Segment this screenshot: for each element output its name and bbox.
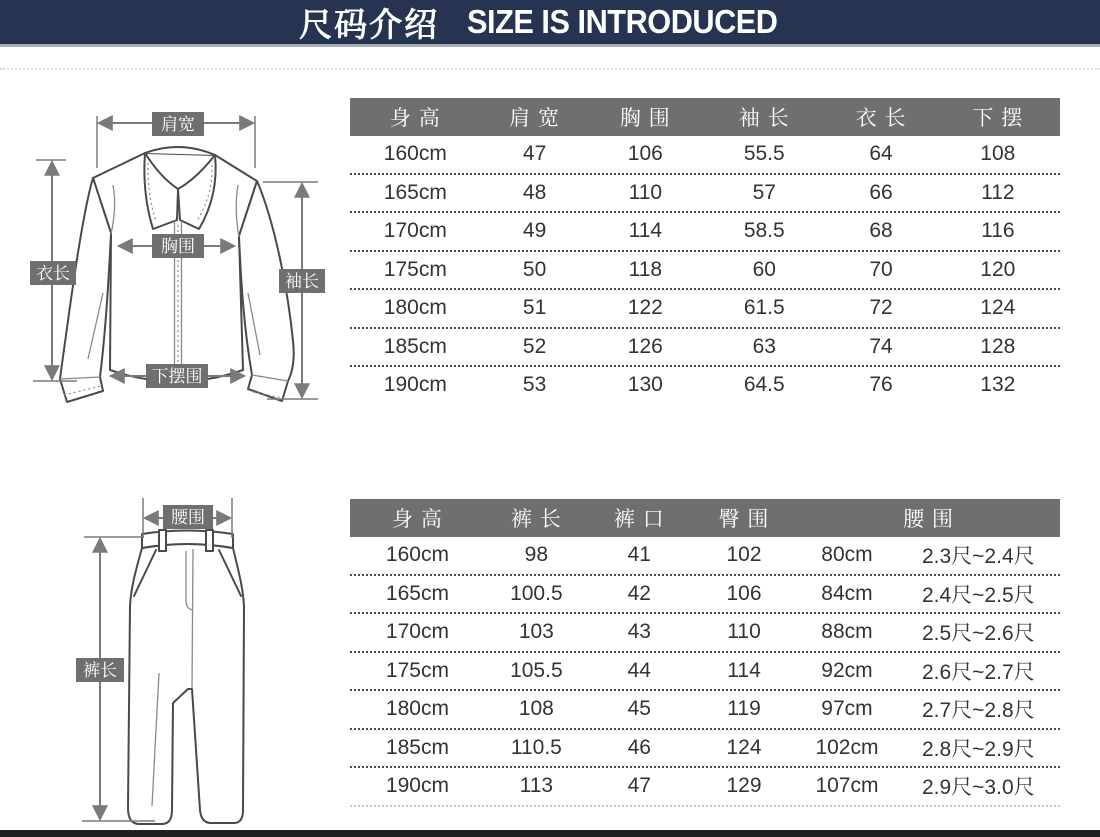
table-cell: 185cm	[385, 735, 449, 759]
banner-title-zh: 尺码介绍	[299, 5, 440, 43]
table-row	[350, 653, 1060, 692]
table-cell: 70	[869, 257, 893, 281]
table-cell: 72	[869, 296, 893, 320]
table-header-row	[350, 499, 1060, 537]
table-cell: 118	[628, 257, 663, 281]
table-cell: 170cm	[383, 219, 447, 243]
table-cell: 76	[869, 373, 893, 397]
table-cell: 44	[627, 658, 651, 682]
table-cell: 105.5	[510, 658, 563, 682]
table-cell: 50	[522, 257, 547, 281]
column-header: 下 摆	[972, 107, 1024, 130]
table-cell: 113	[519, 774, 554, 798]
belt-loop	[206, 530, 213, 551]
table-row	[350, 329, 1060, 368]
table-cell: 88cm	[821, 620, 873, 644]
table-cell: 80cm	[821, 543, 873, 567]
column-header: 裤 口	[613, 508, 665, 531]
pants-size-table	[350, 499, 1060, 807]
table-cell: 49	[522, 219, 547, 243]
table-cell: 112	[981, 180, 1015, 204]
table-cell: 124	[726, 735, 762, 759]
table-cell: 190cm	[383, 373, 447, 397]
column-header: 胸 围	[619, 107, 671, 130]
table-cell: 63	[752, 334, 776, 358]
table-cell: 2.9尺~3.0尺	[921, 776, 1035, 800]
table-row	[350, 730, 1060, 769]
table-cell: 2.3尺~2.4尺	[921, 545, 1035, 569]
table-row	[350, 213, 1060, 252]
table-cell: 2.4尺~2.5尺	[921, 583, 1035, 607]
table-cell: 52	[522, 334, 547, 358]
table-cell: 130	[627, 373, 663, 397]
table-row	[350, 537, 1060, 576]
table-cell: 97cm	[821, 697, 873, 721]
table-cell: 66	[869, 180, 893, 204]
table-cell: 160cm	[383, 142, 447, 166]
table-row	[350, 175, 1060, 214]
table-row	[350, 136, 1060, 175]
column-header: 身 高	[389, 107, 441, 130]
column-header: 衣 长	[855, 107, 907, 130]
table-cell: 2.8尺~2.9尺	[921, 737, 1035, 761]
table-cell: 47	[627, 774, 651, 798]
table-cell: 98	[524, 543, 549, 567]
table-row	[350, 252, 1060, 291]
table-cell: 2.7尺~2.8尺	[921, 699, 1035, 723]
table-cell: 57	[752, 180, 776, 204]
column-header: 臀 围	[718, 508, 770, 531]
table-cell: 160cm	[385, 543, 449, 567]
table-cell: 110	[628, 180, 663, 204]
table-cell: 46	[627, 735, 651, 759]
table-cell: 175cm	[383, 257, 447, 281]
table-cell: 2.6尺~2.7尺	[921, 660, 1035, 684]
table-cell: 102cm	[815, 735, 879, 759]
table-cell: 55.5	[743, 142, 785, 166]
table-cell: 61.5	[743, 296, 785, 320]
table-row	[350, 691, 1060, 730]
bottom-dark-bar	[0, 830, 1100, 837]
pants-measurement-diagram	[60, 488, 360, 833]
decorative-dotted-line	[0, 68, 1100, 70]
table-cell: 110.5	[510, 735, 562, 759]
table-cell: 106	[726, 581, 762, 605]
table-cell: 165cm	[383, 180, 447, 204]
table-cell: 128	[980, 334, 1016, 358]
table-cell: 48	[522, 180, 547, 204]
column-header: 腰 围	[903, 508, 955, 531]
table-cell: 110	[727, 620, 761, 644]
shirt-left-sleeve	[60, 178, 111, 402]
table-cell: 107cm	[815, 774, 879, 798]
table-cell: 185cm	[383, 334, 447, 358]
shirt-size-table	[350, 98, 1060, 404]
table-cell: 43	[627, 620, 651, 644]
column-header: 裤 长	[510, 508, 562, 531]
sleeve-length-label: 袖长	[285, 272, 319, 291]
waist-label: 腰围	[171, 508, 205, 527]
hem-label: 下摆围	[151, 367, 203, 386]
shirt-measurement-diagram	[20, 93, 340, 415]
table-cell: 190cm	[385, 774, 449, 798]
table-cell: 53	[522, 373, 547, 397]
table-cell: 102	[726, 543, 762, 567]
belt-loop	[159, 530, 166, 551]
table-cell: 180cm	[385, 697, 449, 721]
table-cell: 132	[980, 373, 1016, 397]
table-header-row	[350, 98, 1060, 136]
table-cell: 103	[518, 620, 554, 644]
table-cell: 180cm	[383, 296, 447, 320]
pants-length-label: 裤长	[83, 661, 117, 680]
table-cell: 129	[726, 774, 762, 798]
table-cell: 64	[869, 142, 893, 166]
table-cell: 119	[727, 697, 761, 721]
table-cell: 116	[981, 219, 1015, 243]
table-cell: 45	[627, 697, 651, 721]
shoulder-width-label: 肩宽	[161, 115, 195, 134]
table-row	[350, 576, 1060, 615]
table-cell: 108	[518, 697, 554, 721]
table-cell: 2.5尺~2.6尺	[921, 622, 1035, 646]
banner-title-en: SIZE IS INTRODUCED	[467, 3, 778, 40]
table-row	[350, 367, 1060, 404]
clothes-length-label: 衣长	[36, 264, 70, 283]
table-cell: 58.5	[743, 219, 785, 243]
table-row	[350, 768, 1060, 807]
table-cell: 84cm	[821, 581, 873, 605]
table-cell: 114	[628, 219, 663, 243]
title-banner	[0, 0, 1100, 47]
table-cell: 108	[980, 142, 1016, 166]
table-cell: 74	[869, 334, 893, 358]
table-cell: 60	[752, 257, 776, 281]
table-cell: 92cm	[821, 658, 873, 682]
table-cell: 120	[980, 257, 1016, 281]
table-cell: 106	[627, 142, 663, 166]
table-cell: 122	[627, 296, 663, 320]
table-cell: 165cm	[385, 581, 449, 605]
column-header: 身 高	[392, 508, 443, 531]
table-cell: 42	[627, 581, 651, 605]
table-cell: 100.5	[510, 581, 563, 605]
table-cell: 41	[627, 543, 651, 567]
column-header: 袖 长	[738, 107, 790, 130]
table-cell: 124	[980, 296, 1016, 320]
table-cell: 47	[522, 142, 547, 166]
chest-label: 胸围	[161, 237, 195, 256]
table-row	[350, 290, 1060, 329]
table-cell: 51	[522, 296, 547, 320]
table-cell: 114	[727, 658, 761, 682]
table-cell: 126	[627, 334, 663, 358]
table-row	[350, 614, 1060, 653]
column-header: 肩 宽	[509, 107, 560, 130]
table-cell: 175cm	[385, 658, 449, 682]
table-cell: 64.5	[743, 373, 785, 397]
table-cell: 170cm	[385, 620, 449, 644]
table-cell: 68	[869, 219, 893, 243]
